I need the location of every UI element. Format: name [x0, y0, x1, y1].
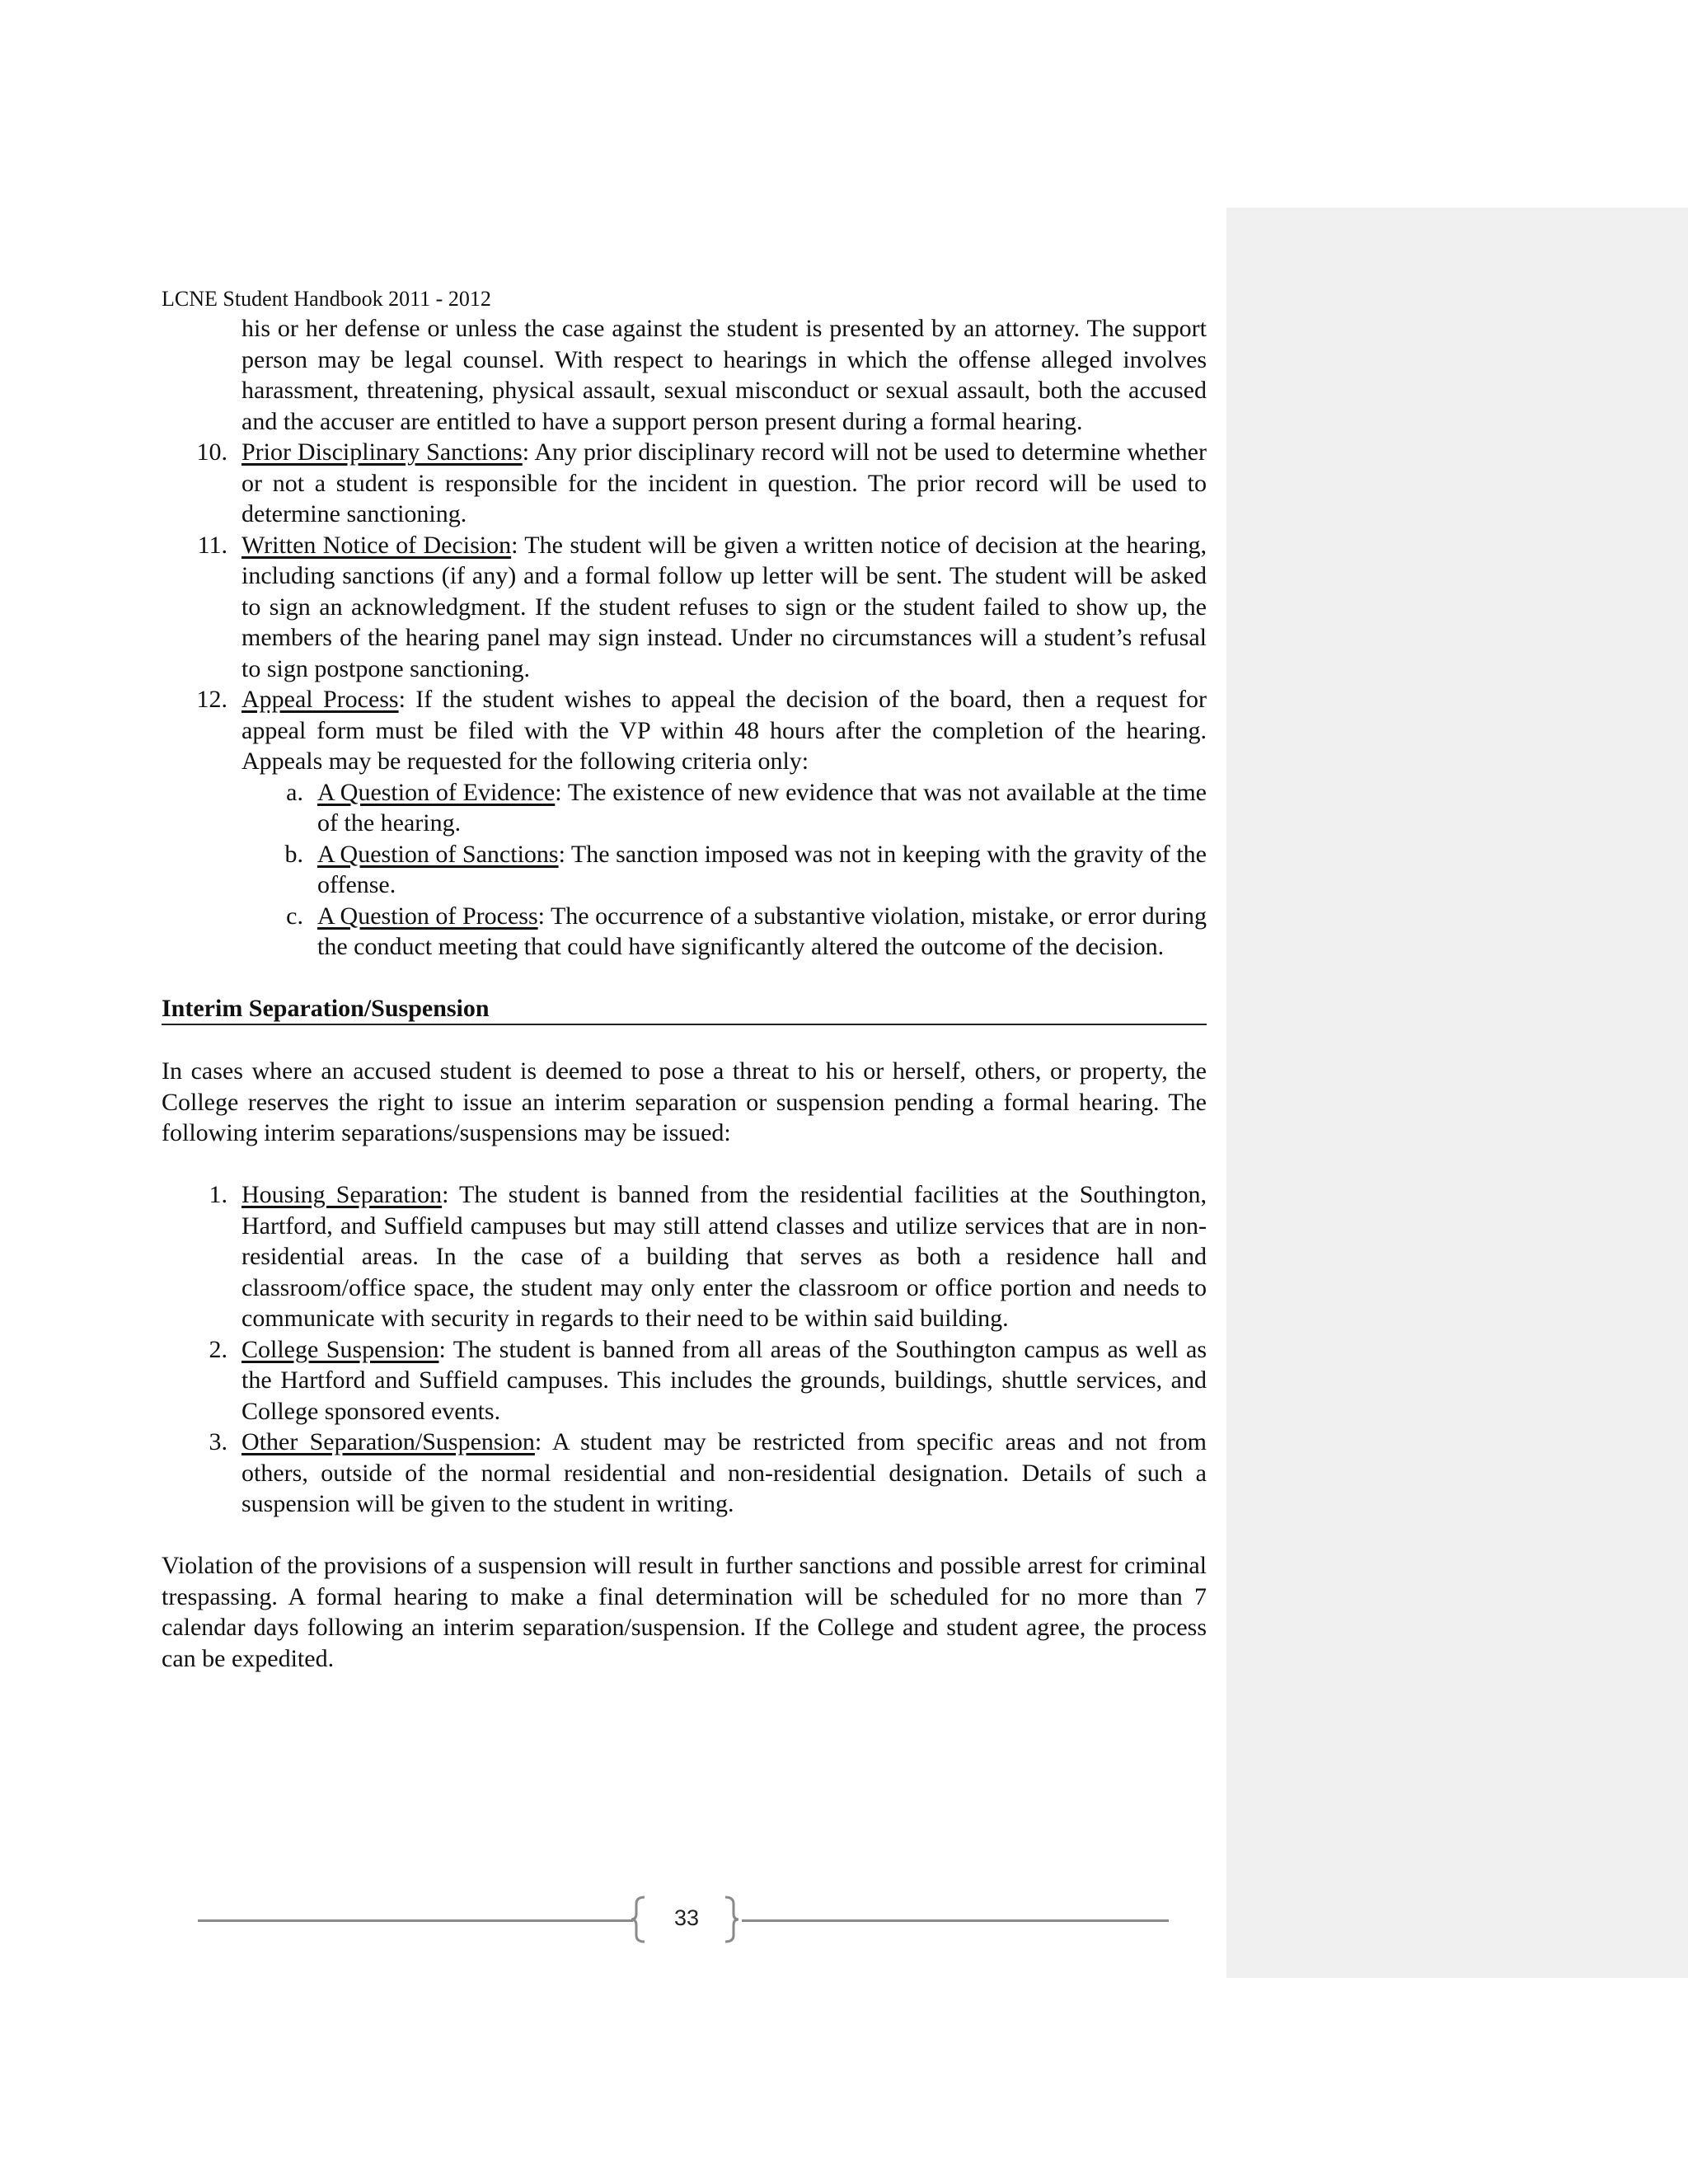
- item-letter: b.: [284, 840, 303, 868]
- item-text: : If the student wishes to appeal the decision of the board, then a request for appeal form must be filed with the VP within 48 hours after the completion of the hearing. Appeals may be requested for the following criteria only:: [241, 686, 1207, 775]
- list-item: [162, 1179, 1207, 1334]
- item-number: 11.: [197, 531, 227, 559]
- item-letter: c.: [286, 902, 303, 930]
- sub-list-item: [162, 839, 1207, 901]
- comment-pane: [1226, 208, 1688, 1978]
- item-text: : Any prior disciplinary record will not be used to determine whether or not a student is responsible for the incident in question. The prior record will be used to determine sanctioning.: [241, 438, 1207, 527]
- list-item: [162, 437, 1207, 530]
- section-heading: Interim Separation/Suspension: [162, 993, 1207, 1025]
- sub-list-item: [162, 777, 1207, 839]
- item-title: Appeal Process: [241, 686, 399, 713]
- left-brace-icon: [630, 1896, 648, 1943]
- item-text: : The sanction imposed was not in keeping with the gravity of the offense.: [317, 840, 1207, 898]
- sub-list-item: [162, 901, 1207, 963]
- list-item: [162, 530, 1207, 685]
- item-text: : The student is banned from all areas of the Southington campus as well as the Hartford and Suffield campuses. This includes the grounds, buildings, shuttle services, and College sponsored events.: [241, 1335, 1207, 1425]
- list-item: [162, 1334, 1207, 1427]
- procedure-list: [162, 437, 1207, 963]
- item-letter: a.: [286, 778, 303, 806]
- right-brace-icon: [722, 1896, 740, 1943]
- item-title: A Question of Evidence: [317, 778, 556, 806]
- item-title: Housing Separation: [241, 1181, 443, 1208]
- item-text: : The occurrence of a substantive violation, mistake, or error during the conduct meeting that could have significantly altered the outcome of the decision.: [317, 902, 1207, 960]
- page-header: LCNE Student Handbook 2011 - 2012: [162, 287, 491, 311]
- item-title: A Question of Process: [317, 902, 538, 930]
- closing-paragraph: Violation of the provisions of a suspension will result in further sanctions and possible arrest for criminal trespassing. A formal hearing to make a final determination will be scheduled for no more than 7 calendar days following an interim separation/suspension. If the College and student agree, the process can be expedited.: [162, 1552, 1207, 1672]
- item-number: 12.: [196, 686, 227, 713]
- page-content: [162, 313, 1207, 1674]
- footer-rule-right: [742, 1919, 1169, 1922]
- item-number: 2.: [209, 1335, 227, 1363]
- item-text: : The existence of new evidence that was not available at the time of the hearing.: [317, 778, 1207, 837]
- item-text: : A student may be restricted from specific areas and not from others, outside of the normal residential and non-residential designation. Details of such a suspension will be given to the student in writing.: [241, 1428, 1207, 1517]
- list-item: [162, 684, 1207, 777]
- item-title: Other Separation/Suspension: [241, 1428, 535, 1455]
- suspension-list: [162, 1179, 1207, 1520]
- appeal-criteria-list: [162, 777, 1207, 963]
- page-number: 33: [673, 1905, 700, 1930]
- list-item: [162, 1427, 1207, 1520]
- item-title: A Question of Sanctions: [317, 840, 559, 868]
- item-text: : The student is banned from the residential facilities at the Southington, Hartford, and Suffield campuses but may still attend classes and utilize services that are in non-residential areas. In the case of a building that serves as both a residence hall and classroom/office space, the student may only enter the classroom or office portion and needs to communicate with security in regards to their need to be within said building.: [241, 1181, 1207, 1332]
- item-number: 10.: [196, 438, 227, 466]
- section-intro: In cases where an accused student is deemed to pose a threat to his or herself, others, or property, the College reserves the right to issue an interim separation or suspension pending a formal hearing. The following interim separations/suspensions may be issued:: [162, 1057, 1207, 1146]
- item-text: : The student will be given a written notice of decision at the hearing, including sanctions (if any) and a formal follow up letter will be sent. The student will be asked to sign an acknowledgment. If the student refuses to sign or the student failed to show up, the members of the hearing panel may sign instead. Under no circumstances will a student’s refusal to sign postpone sanctioning.: [241, 531, 1207, 682]
- item-title: Written Notice of Decision: [241, 531, 512, 559]
- item-number: 3.: [209, 1428, 227, 1455]
- item-title: College Suspension: [241, 1335, 439, 1363]
- item-number: 1.: [209, 1181, 227, 1208]
- item-title: Prior Disciplinary Sanctions: [241, 438, 523, 466]
- continuation-paragraph: his or her defense or unless the case against the student is presented by an attorney. The support person may be legal counsel. With respect to hearings in which the offense alleged involves harassment, threatening, physical assault, sexual misconduct or sexual assault, both the accused and the accuser are entitled to have a support person present during a formal hearing.: [241, 315, 1207, 435]
- footer-rule-left: [198, 1919, 633, 1922]
